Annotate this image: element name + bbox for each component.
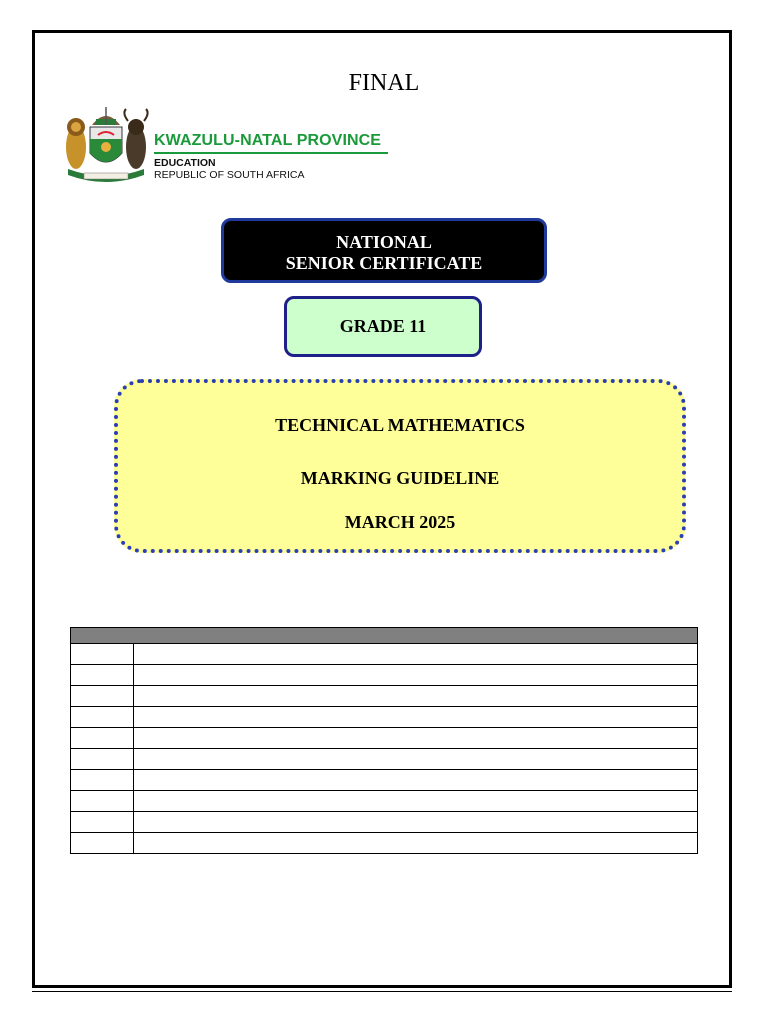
certificate-line-1: NATIONAL (336, 232, 432, 252)
table-cell-value (134, 791, 698, 812)
document-type: MARKING GUIDELINE (300, 468, 500, 488)
table-cell-value (134, 770, 698, 791)
table-row (71, 707, 698, 728)
table-cell-label (71, 833, 134, 854)
table-row (71, 644, 698, 665)
table-cell-label (71, 644, 134, 665)
subject-name: TECHNICAL MATHEMATICS (275, 415, 525, 435)
table-row (71, 812, 698, 833)
coat-of-arms-icon (62, 105, 150, 185)
table-cell-label (71, 665, 134, 686)
table-row (71, 686, 698, 707)
table-cell-label (71, 812, 134, 833)
certificate-banner (221, 218, 547, 283)
table-row (71, 665, 698, 686)
table-header-row (71, 628, 698, 644)
province-name: KWAZULU-NATAL PROVINCE (154, 132, 382, 149)
subject-panel (114, 379, 686, 553)
table-cell-label (71, 728, 134, 749)
table-row (71, 728, 698, 749)
logo-divider (154, 152, 388, 154)
table-cell-label (71, 791, 134, 812)
table-row (71, 791, 698, 812)
table-row (71, 749, 698, 770)
table-row (71, 833, 698, 854)
department-name: EDUCATION (154, 157, 216, 169)
table-cell-value (134, 686, 698, 707)
table-cell-value (134, 707, 698, 728)
table-row (71, 770, 698, 791)
country-name: REPUBLIC OF SOUTH AFRICA (154, 169, 305, 181)
certificate-line-2: SENIOR CERTIFICATE (285, 253, 483, 273)
table-cell-value (134, 812, 698, 833)
table-cell-value (134, 644, 698, 665)
exam-date: MARCH 2025 (344, 512, 456, 532)
table-cell-value (134, 728, 698, 749)
grade-badge: GRADE 11 (284, 296, 482, 357)
table-cell-label (71, 686, 134, 707)
document-status: FINAL (348, 70, 420, 96)
table-cell-value (134, 833, 698, 854)
table-cell-label (71, 770, 134, 791)
table-cell-label (71, 707, 134, 728)
table-cell-label (71, 749, 134, 770)
table-cell-value (134, 665, 698, 686)
table-cell-value (134, 749, 698, 770)
table-header-cell (71, 628, 698, 644)
province-logo (62, 105, 392, 185)
info-table (70, 627, 698, 854)
